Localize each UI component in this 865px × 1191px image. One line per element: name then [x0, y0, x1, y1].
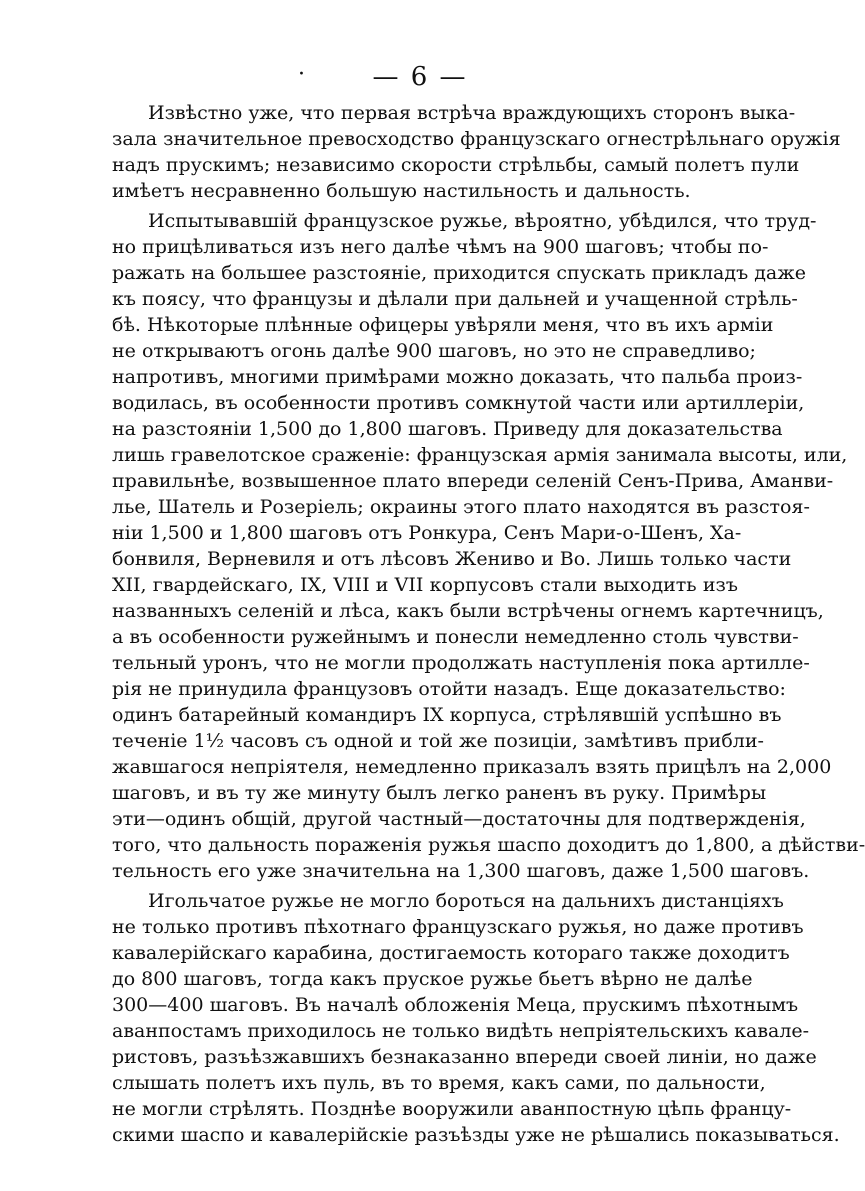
text-line: не только противъ пѣхотнаго французскаго ружья, но даже противъ [112, 916, 804, 938]
text-line: не открываютъ огонь далѣе 900 шаговъ, но это не справедливо; [112, 340, 756, 362]
text-line: тельный уронъ, что не могли продолжать наступленія пока артилле- [112, 652, 810, 674]
text-line: лишь гравелотское сраженіе: французская армія занимала высоты, или, [112, 444, 848, 466]
text-line: надъ прускимъ; независимо скорости стрѣльбы, самый полетъ пули [112, 154, 800, 176]
text-line: названныхъ селеній и лѣса, какъ были встрѣчены огнемъ картечницъ, [112, 600, 824, 622]
text-line: 300—400 шаговъ. Въ началѣ обложенія Меца, прускимъ пѣхотнымъ [112, 994, 799, 1016]
text-line: лье, Шатель и Розеріель; окраины этого плато находятся въ разстоя- [112, 496, 810, 518]
text-line: кавалерійскаго карабина, достигаемость котораго также доходитъ [112, 942, 790, 964]
text-line: ражать на большее разстояніе, приходится спускать прикладъ даже [112, 262, 806, 284]
text-line: Испытывавшій французское ружье, вѣроятно, убѣдился, что труд- [148, 210, 817, 232]
paragraph [112, 100, 841, 204]
text-line: ніи 1,500 и 1,800 шаговъ отъ Ронкура, Сенъ Мари-о-Шенъ, Ха- [112, 522, 742, 544]
text-line: скими шаспо и кавалерійскіе разъѣзды уже не рѣшались показываться. [112, 1124, 840, 1146]
paragraph [112, 208, 865, 884]
text-line: правильнѣе, возвышенное плато впереди селеній Сенъ-Прива, Аманви- [112, 470, 834, 492]
text-line: до 800 шаговъ, тогда какъ пруское ружье бьетъ вѣрно не далѣе [112, 968, 753, 990]
text-line: зала значительное превосходство французскаго огнестрѣльнаго оружія [112, 128, 841, 150]
text-line: аванпостамъ приходилось не только видѣть непріятельскихъ кавале- [112, 1020, 810, 1042]
text-line: слышать полетъ ихъ пуль, въ то время, какъ сами, по дальности, [112, 1072, 766, 1094]
text-line: того, что дальность пораженія ружья шаспо доходитъ до 1,800, а дѣйстви- [112, 834, 865, 856]
text-line: не могли стрѣлять. Позднѣе вооружили аванпостную цѣпь францу- [112, 1098, 792, 1120]
text-line: бонвиля, Верневиля и отъ лѣсовъ Жениво и Во. Лишь только части [112, 548, 792, 570]
text-line: эти—одинъ общій, другой частный—достаточны для подтвержденія, [112, 808, 806, 830]
text-line: XII, гвардейскаго, IX, VIII и VII корпусовъ стали выходить изъ [112, 574, 738, 596]
paragraph [112, 888, 840, 1148]
page-dot-mark: · [298, 62, 305, 87]
text-line: а въ особенности ружейнымъ и понесли немедленно столь чувстви- [112, 626, 799, 648]
text-line: рія не принудила французовъ отойти назадъ. Еще доказательство: [112, 678, 786, 700]
text-line: ристовъ, разъѣзжавшихъ безнаказанно впереди своей линіи, но даже [112, 1046, 817, 1068]
text-line: бѣ. Нѣкоторые плѣнные офицеры увѣряли меня, что въ ихъ арміи [112, 314, 774, 336]
text-line: Игольчатое ружье не могло бороться на дальнихъ дистанціяхъ [148, 890, 784, 912]
text-line: Извѣстно уже, что первая встрѣча враждующихъ сторонъ выка- [148, 102, 796, 124]
text-line: имѣетъ несравненно большую настильность и дальность. [112, 180, 691, 202]
text-line: теченіе 1½ часовъ съ одной и той же позиціи, замѣтивъ прибли- [112, 730, 764, 752]
text-line: шаговъ, и въ ту же минуту былъ легко раненъ въ руку. Примѣры [112, 782, 767, 804]
page-number: — 6 — [372, 62, 468, 92]
text-line: но прицѣливаться изъ него далѣе чѣмъ на 900 шаговъ; чтобы по- [112, 236, 769, 258]
body-text [112, 100, 865, 1148]
text-line: водилась, въ особенности противъ сомкнутой части или артиллеріи, [112, 392, 805, 414]
text-line: одинъ батарейный командиръ IX корпуса, стрѣлявшій успѣшно въ [112, 704, 782, 726]
text-line: тельность его уже значительна на 1,300 шаговъ, даже 1,500 шаговъ. [112, 860, 810, 882]
text-line: напротивъ, многими примѣрами можно доказать, что пальба произ- [112, 366, 803, 388]
text-line: къ поясу, что французы и дѣлали при дальней и учащенной стрѣль- [112, 288, 798, 310]
text-line: жавшагося непріятеля, немедленно приказалъ взять прицѣлъ на 2,000 [112, 756, 832, 778]
text-line: на разстояніи 1,500 до 1,800 шаговъ. Приведу для доказательства [112, 418, 783, 440]
